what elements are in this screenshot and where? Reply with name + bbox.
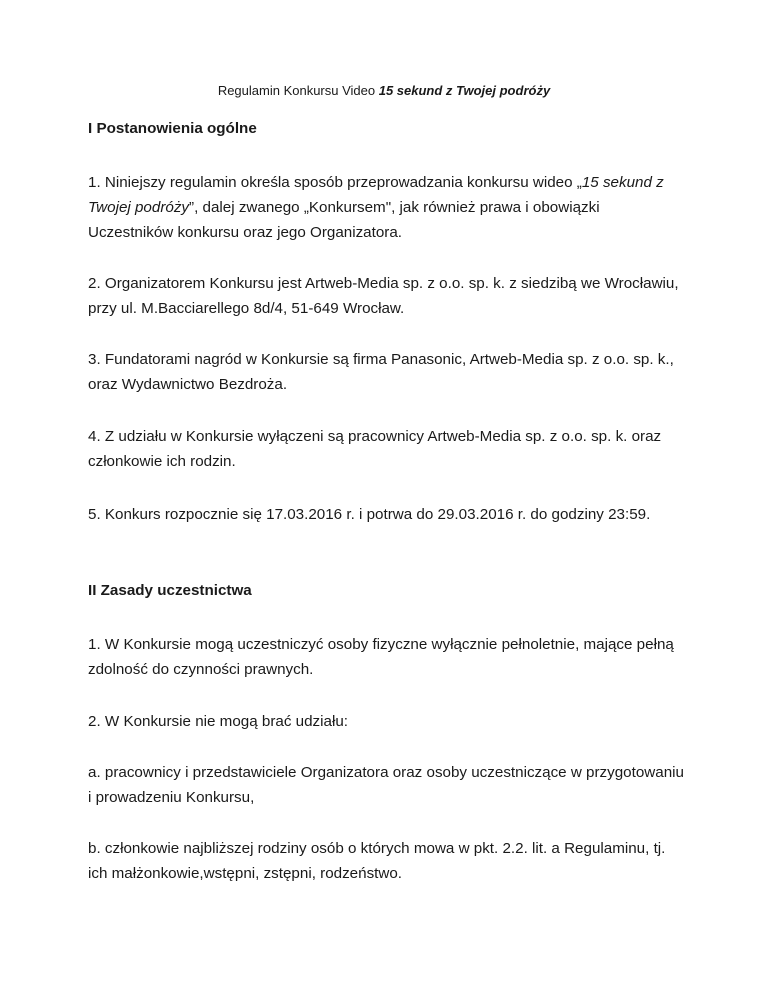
paragraph-text: ”, dalej zwanego „Konkursem", jak również prawa i obowiązki Uczestników konkursu oraz jego Organizatora. <box>88 199 600 241</box>
section-1-heading: I Postanowienia ogólne <box>88 120 257 137</box>
section-2-item-b: b. członkowie najbliższej rodziny osób o których mowa w pkt. 2.2. lit. a Regulaminu, tj. ich małżonkowie,wstępni, zstępni, rodzeństwo. <box>88 840 666 882</box>
section-2-heading: II Zasady uczestnictwa <box>88 582 252 599</box>
section-1-paragraph-5: 5. Konkurs rozpocznie się 17.03.2016 r. i potrwa do 29.03.2016 r. do godziny 23:59. <box>88 506 651 523</box>
document-title <box>0 83 768 99</box>
section-2-paragraph-2: 2. W Konkursie nie mogą brać udziału: <box>88 713 349 730</box>
title-prefix: Regulamin Konkursu Video <box>217 83 379 98</box>
section-1-paragraph-2: 2. Organizatorem Konkursu jest Artweb-Media sp. z o.o. sp. k. z siedzibą we Wrocławiu, przy ul. M.Bacciarellego 8d/4, 51-649 Wrocław. <box>88 275 679 317</box>
section-1-paragraph-4: 4. Z udziału w Konkursie wyłączeni są pracownicy Artweb-Media sp. z o.o. sp. k. oraz członkowie ich rodzin. <box>88 428 662 470</box>
section-2-paragraph-1: 1. W Konkursie mogą uczestniczyć osoby fizyczne wyłącznie pełnoletnie, mające pełną zdolność do czynności prawnych. <box>88 636 674 678</box>
paragraph-text: 1. Niniejszy regulamin określa sposób przeprowadzania konkursu wideo „ <box>88 174 582 191</box>
section-1-paragraph-1 <box>88 170 688 245</box>
section-1-paragraph-3: 3. Fundatorami nagród w Konkursie są firma Panasonic, Artweb-Media sp. z o.o. sp. k., oraz Wydawnictwo Bezdroża. <box>88 351 674 393</box>
title-emphasis: 15 sekund z Twojej podróży <box>378 83 551 98</box>
section-2-item-a: a. pracownicy i przedstawiciele Organizatora oraz osoby uczestniczące w przygotowaniu i prowadzeniu Konkursu, <box>88 764 684 806</box>
contest-name-italic: 15 sekund z Twojej podróży <box>88 174 664 216</box>
